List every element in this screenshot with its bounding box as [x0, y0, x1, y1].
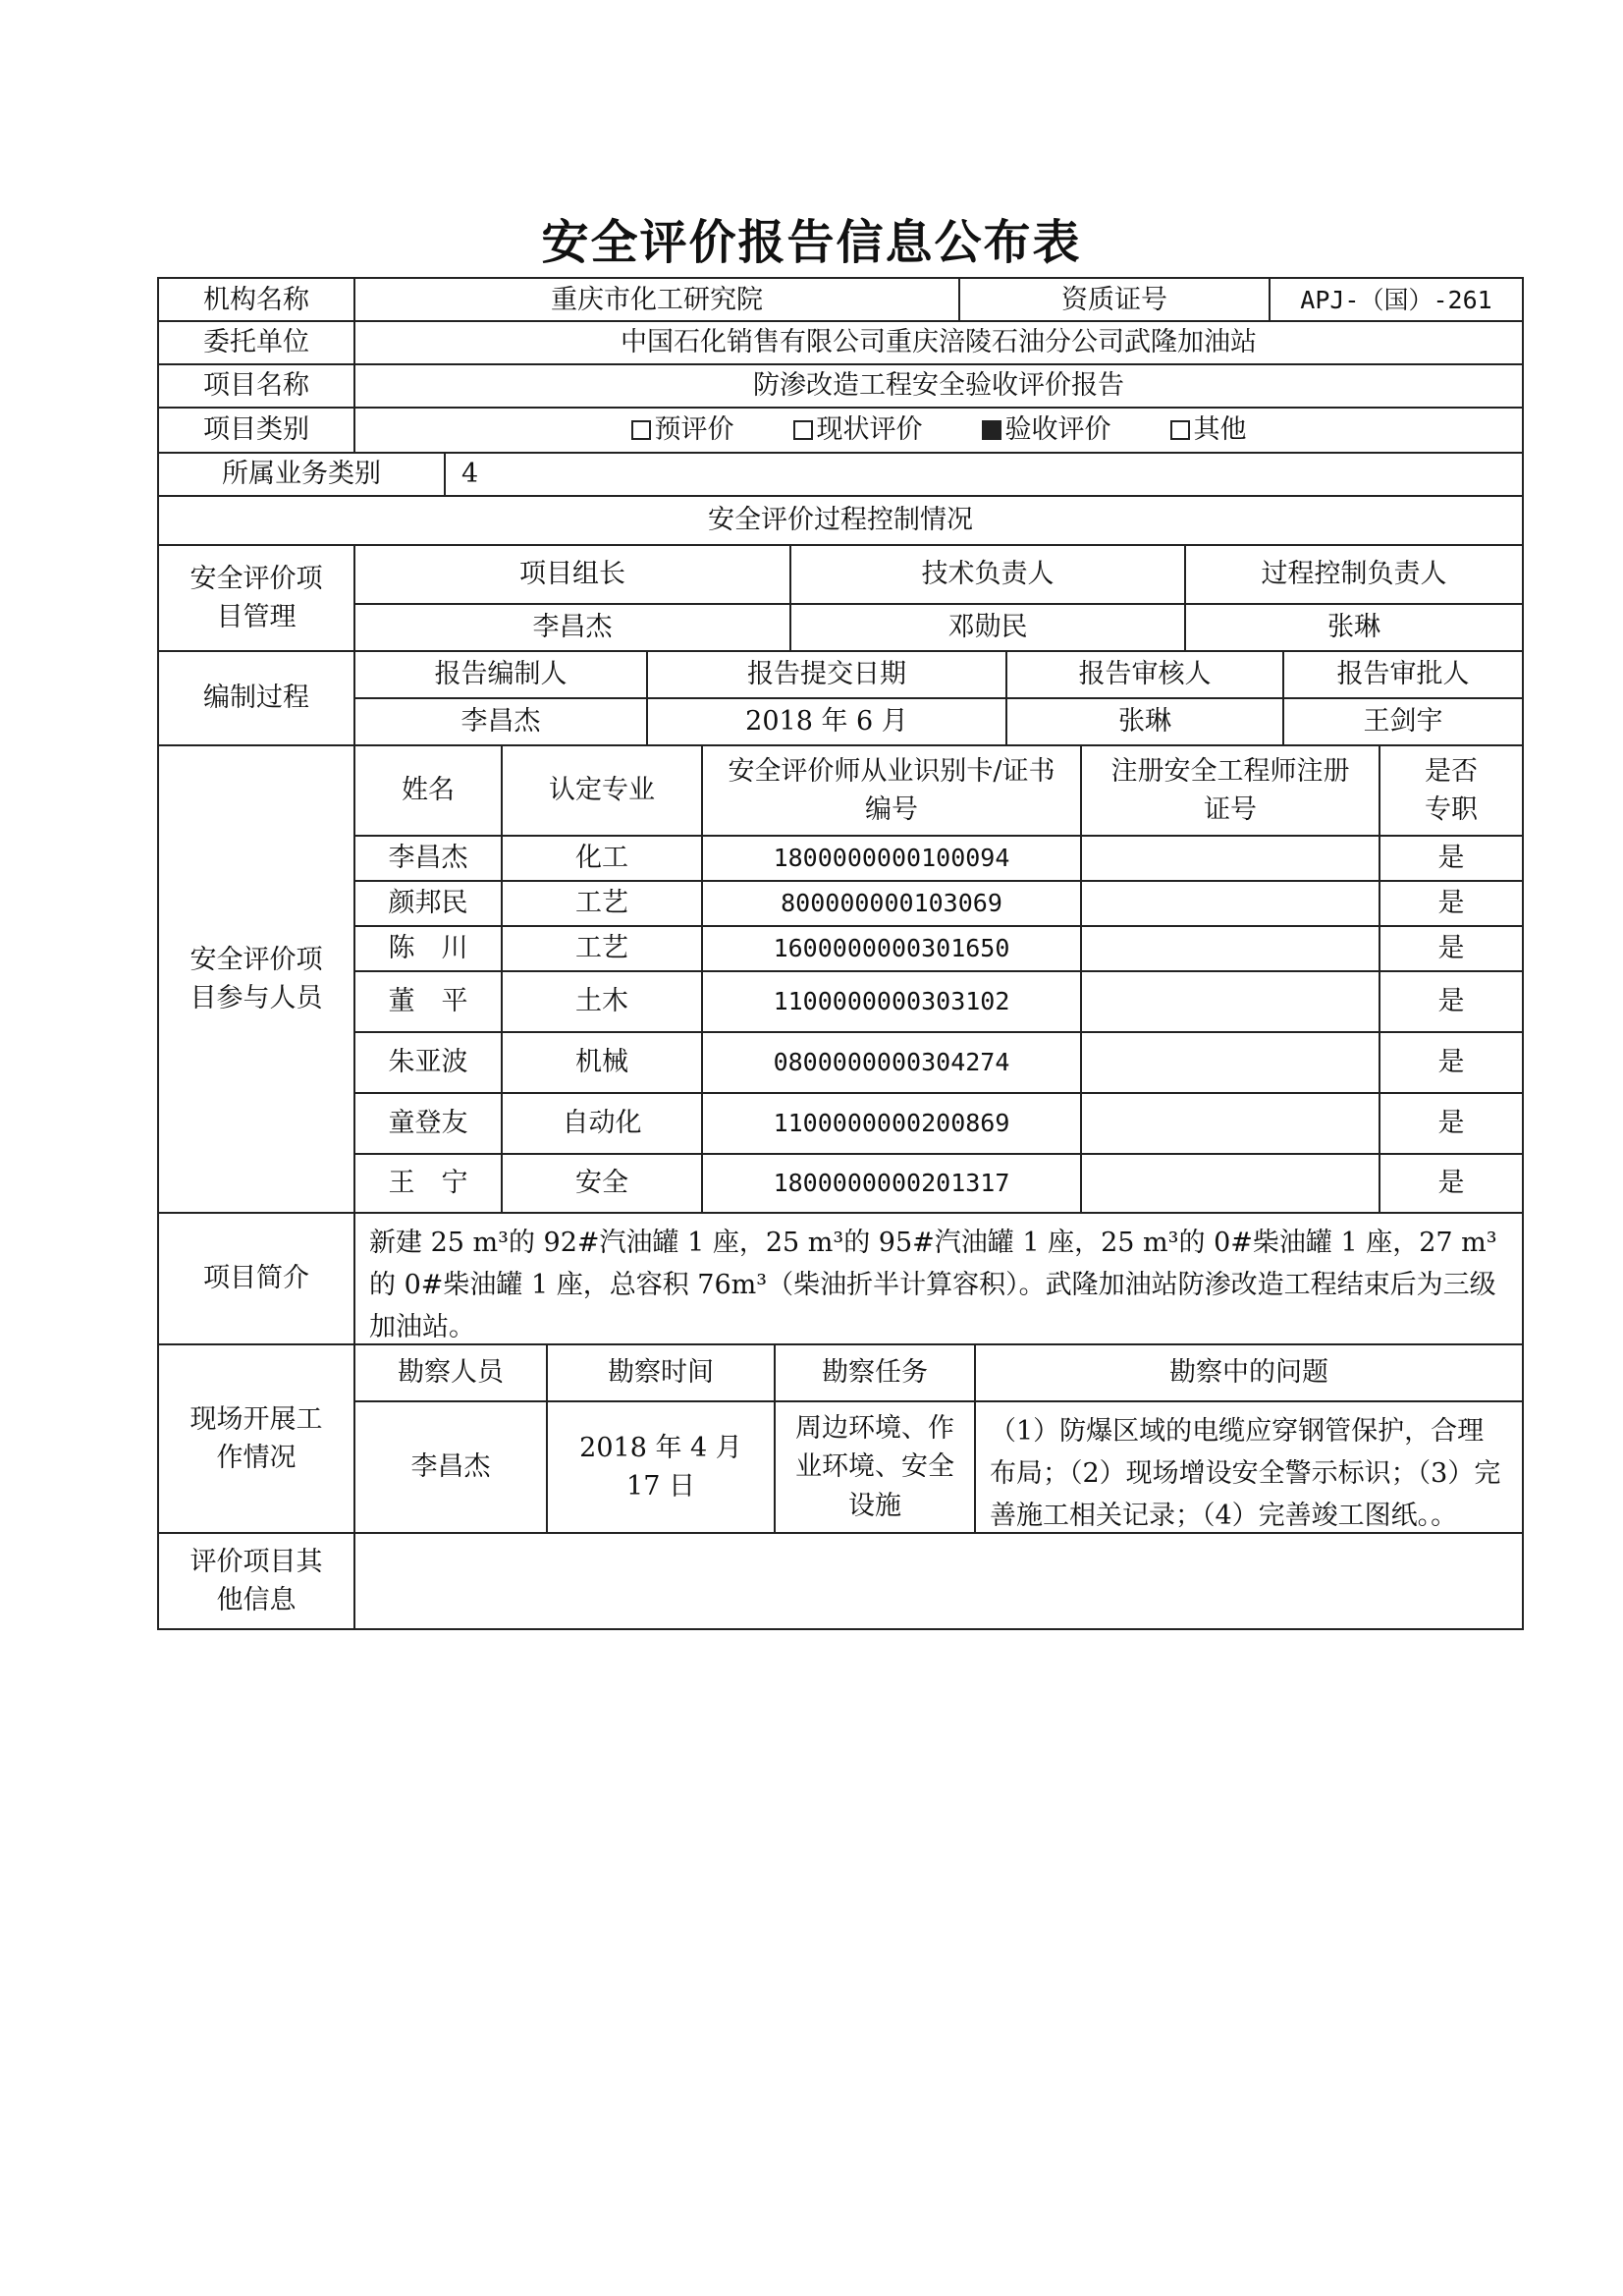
staff-major: 工艺 — [501, 880, 701, 925]
management-label: 安全评价项目管理 — [189, 563, 323, 632]
staff-fulltime: 是 — [1379, 970, 1522, 1031]
option-other: 其他 — [1170, 410, 1247, 449]
staff-major: 化工 — [501, 835, 701, 880]
staff-reg — [1080, 925, 1379, 970]
project-name-row — [157, 365, 1524, 409]
staff-card: 1800000000100094 — [701, 835, 1080, 880]
org-label: 机构名称 — [203, 285, 309, 316]
compile-label: 编制过程 — [203, 683, 309, 714]
staff-reg — [1080, 1092, 1379, 1153]
staff-reg — [1080, 835, 1379, 880]
staff-name: 王 宁 — [353, 1153, 501, 1212]
summary-block — [157, 1214, 1524, 1345]
option-status-eval: 现状评价 — [793, 410, 923, 449]
management-header-tech: 技术负责人 — [789, 546, 1184, 603]
project-type-row — [157, 409, 1524, 454]
checkbox-checked-icon — [982, 420, 1001, 440]
option-acceptance-eval: 验收评价 — [982, 410, 1111, 449]
info-table — [157, 277, 1524, 1630]
other-block — [157, 1534, 1524, 1630]
org-value: 重庆市化工研究院 — [353, 279, 958, 322]
staff-header-major: 认定专业 — [501, 746, 701, 835]
other-value — [353, 1534, 1522, 1628]
staff-header-fulltime: 是否专职 — [1379, 746, 1522, 835]
option-pre-eval: 预评价 — [631, 410, 734, 449]
staff-name: 颜邦民 — [353, 880, 501, 925]
cert-label: 资质证号 — [958, 279, 1269, 322]
project-name-value: 防渗改造工程安全验收评价报告 — [353, 365, 1522, 407]
summary-text: 新建 25 m³的 92#汽油罐 1 座，25 m³的 95#汽油罐 1 座，25 m³的 0#柴油罐 1 座，27 m³的 0#柴油罐 1 座，总容积 76m³（柴油折半计算容积）。武隆加油站防渗改造工程结束后为三级加油站。 — [353, 1214, 1522, 1343]
checkbox-icon — [793, 420, 813, 440]
business-value: 4 — [444, 454, 1522, 495]
site-label: 现场开展工作情况 — [189, 1403, 323, 1473]
page-title: 安全评价报告信息公布表 — [541, 215, 1082, 270]
compile-header-author: 报告编制人 — [353, 652, 646, 697]
staff-header-reg: 注册安全工程师注册证号 — [1080, 746, 1379, 835]
staff-card: 1100000000303102 — [701, 970, 1080, 1031]
management-header-process: 过程控制负责人 — [1184, 546, 1522, 603]
staff-reg — [1080, 880, 1379, 925]
checkbox-icon — [631, 420, 651, 440]
business-row — [157, 454, 1524, 497]
project-name-label: 项目名称 — [203, 370, 309, 402]
staff-fulltime: 是 — [1379, 835, 1522, 880]
staff-name: 陈 川 — [353, 925, 501, 970]
staff-reg — [1080, 1153, 1379, 1212]
staff-header-card: 安全评价师从业识别卡/证书编号 — [701, 746, 1080, 835]
staff-fulltime: 是 — [1379, 880, 1522, 925]
staff-fulltime: 是 — [1379, 1092, 1522, 1153]
staff-card: 800000000103069 — [701, 880, 1080, 925]
project-type-options — [353, 409, 1522, 452]
checkbox-icon — [1170, 420, 1190, 440]
management-block — [157, 546, 1524, 652]
compile-author: 李昌杰 — [353, 697, 646, 744]
site-task: 周边环境、作业环境、安全设施 — [774, 1400, 974, 1532]
staff-block — [157, 746, 1524, 1214]
compile-block — [157, 652, 1524, 746]
process-header: 安全评价过程控制情况 — [708, 505, 973, 536]
staff-card: 1100000000200869 — [701, 1092, 1080, 1153]
compile-header-reviewer: 报告审核人 — [1005, 652, 1282, 697]
compile-approver: 王剑宇 — [1282, 697, 1522, 744]
compile-header-date: 报告提交日期 — [646, 652, 1005, 697]
summary-label: 项目简介 — [203, 1263, 309, 1294]
staff-major: 机械 — [501, 1031, 701, 1092]
staff-card: 1600000000301650 — [701, 925, 1080, 970]
site-block — [157, 1345, 1524, 1534]
staff-reg — [1080, 970, 1379, 1031]
site-issues: （1）防爆区域的电缆应穿钢管保护，合理布局；（2）现场增设安全警示标识；（3）完善施工相关记录；（4）完善竣工图纸。。 — [974, 1400, 1522, 1532]
site-person: 李昌杰 — [353, 1400, 546, 1532]
management-leader: 李昌杰 — [353, 603, 789, 650]
site-header-person: 勘察人员 — [353, 1345, 546, 1400]
staff-fulltime: 是 — [1379, 1031, 1522, 1092]
staff-name: 童登友 — [353, 1092, 501, 1153]
staff-label: 安全评价项目参与人员 — [189, 944, 323, 1013]
site-date: 2018 年 4 月 17 日 — [546, 1400, 774, 1532]
compile-header-approver: 报告审批人 — [1282, 652, 1522, 697]
org-row — [157, 277, 1524, 322]
staff-major: 土木 — [501, 970, 701, 1031]
staff-major: 安全 — [501, 1153, 701, 1212]
staff-card: 0800000000304274 — [701, 1031, 1080, 1092]
compile-date: 2018 年 6 月 — [646, 697, 1005, 744]
staff-card: 1800000000201317 — [701, 1153, 1080, 1212]
management-header-leader: 项目组长 — [353, 546, 789, 603]
staff-name: 朱亚波 — [353, 1031, 501, 1092]
process-header-row — [157, 497, 1524, 546]
staff-reg — [1080, 1031, 1379, 1092]
staff-name: 李昌杰 — [353, 835, 501, 880]
site-header-issues: 勘察中的问题 — [974, 1345, 1522, 1400]
staff-name: 董 平 — [353, 970, 501, 1031]
management-tech: 邓勋民 — [789, 603, 1184, 650]
compile-reviewer: 张琳 — [1005, 697, 1282, 744]
staff-major: 自动化 — [501, 1092, 701, 1153]
cert-value: APJ-（国）-261 — [1269, 279, 1522, 322]
staff-major: 工艺 — [501, 925, 701, 970]
client-label: 委托单位 — [203, 327, 309, 358]
client-row — [157, 322, 1524, 365]
management-process: 张琳 — [1184, 603, 1522, 650]
site-header-date: 勘察时间 — [546, 1345, 774, 1400]
client-value: 中国石化销售有限公司重庆涪陵石油分公司武隆加油站 — [353, 322, 1522, 363]
site-header-task: 勘察任务 — [774, 1345, 974, 1400]
project-type-label: 项目类别 — [203, 414, 309, 446]
staff-fulltime: 是 — [1379, 1153, 1522, 1212]
business-label: 所属业务类别 — [222, 459, 381, 490]
staff-fulltime: 是 — [1379, 925, 1522, 970]
other-label: 评价项目其他信息 — [189, 1546, 323, 1615]
staff-header-name: 姓名 — [353, 746, 501, 835]
